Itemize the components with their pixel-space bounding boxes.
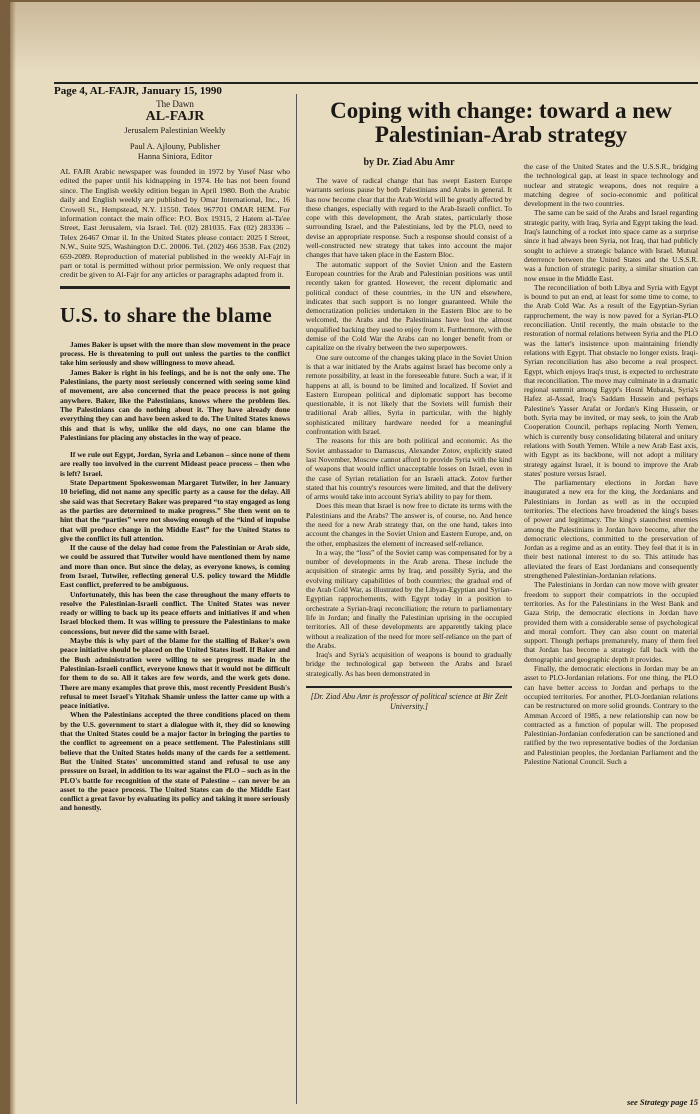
masthead-rule [60, 286, 290, 289]
editor-line: Hanna Siniora, Editor [137, 151, 213, 161]
editorial-paragraph: When the Palestinians accepted the three conditions placed on them by the U.S. government to start a dialogue with it, they did so knowing that the United States could be a major factor in bringing the parties to the conflict to agreement on a peace settlement. The Palestinians still believe that the United States holds many of the cards for a settlement. But the United States' uncommitted stand and refusal to use any pressure on Israel, in addition to its war against the PLO – such as in the PLO's battle for recognition of the state of Palestine – can never be an asset to the peace process. The United States can do the Middle East conflict a great favor by evaluating its policy and taking it more seriously and honestly. [60, 710, 290, 813]
editorial-paragraph: If the cause of the delay had come from the Palestinian or Arab side, we could be assured that Tutwiler would have mentioned them by name and more than once. But since the delay, as everyone knows, is coming from Israel, Tutwiler, reflecting general U.S. policy toward the Middle East conflict, preferred to be ambiguous. [60, 543, 290, 590]
article-paragraph: The reconciliation of both Libya and Syria with Egypt is bound to put an end, at least for some time to come, to the Arab Cold War. As a result of the Egyptian-Syrian rapprochement, the way is now paved for a Syrian-PLO reconciliation. Until recently, the main obstacle to the restoration of normal relations between Syria and the PLO was the latter's insistence upon maintaining friendly relations with Egypt. That obstacle no longer exists. Iraqi-Syrian reconciliation has also become a real prospect. Egypt, which enjoys Iraq's trust, is expected to orchestrate that reconciliation. The move may culminate in a dramatic regional summit among Egypt's Hosni Mubarak, Syria's Hafez al-Assad, Iraq's Saddam Hussein and perhaps Palestine's Yasser Arafat or Jordan's King Hussein, or both. Syria may be invited, or may seek, to join the Arab Cooperation Council, perhaps replacing North Yemen, which is currently busy consolidating bilateral and unitary relations with South Yemen. While a new Arab East axis, with Egypt as its backbone, will not adopt a military strategy against Israel, it is bound to improve the Arab states' posture versus Israel. [524, 282, 698, 478]
editorial-paragraph: Unfortunately, this has been the case throughout the many efforts to resolve the Palestinian-Israeli conflict. The United States was never ready or willing to back up its peace efforts and initiatives if and when Israel blocked them. It was willing to pressure the Palestinians to make concessions, but never did the same with Israel. [60, 589, 290, 636]
bio-rule [306, 686, 512, 688]
masthead-the-dawn: The Dawn [156, 99, 194, 109]
article-body-col2 [306, 176, 512, 678]
editorial-paragraph: State Department Spokeswoman Margaret Tutwiler, in her January 10 briefing, did not name any specific party as a cause for the delay. All she said was that Secretary Baker was prepared “to stay engaged as long as the parties are determined to make progress.” She then went on to hint that the “parties” were not showing enough of the “kind of impulse that will produce change in the Middle East” for the United States to give the conflict its full attention. [60, 478, 290, 543]
publisher-line: Paul A. Ajlouny, Publisher [129, 141, 221, 151]
masthead-name: AL-FAJR [145, 109, 205, 124]
article-headline: Coping with change: toward a new Palestinian-Arab strategy [330, 98, 672, 147]
masthead-subtitle: Jerusalem Palestinian Weekly [124, 125, 226, 135]
right-column [524, 162, 698, 1107]
header-rule [54, 82, 698, 84]
newspaper-page [10, 2, 700, 1114]
column-divider [296, 94, 297, 1104]
article-paragraph: The reasons for this are both political and economic. As the Soviet ambassador to Damascus, Alexander Zotov, explicitly stated last November, Moscow cannot afford to provide Syria with the kind of weapons that would inflict unacceptable losses on Israel, even in the case of Syrian retaliation for an Israeli attack. Zotov further stated that his country's resources were limited, and that the delivery of arms would take into account Syria's ability to pay for them. [306, 436, 512, 502]
article-paragraph: One sure outcome of the changes taking place in the Soviet Union is that a war initiated by the Arabs against Israel has become only a remote possibility, at least in the foreseeable future. Such a war, if it happens at all, is bound to be limited and localized. If Soviet and Eastern European political and diplomatic support has become questionable, it is not likely that the Soviets will furnish their traditional Arab allies, Syria in particular, with the highly sophisticated military hardware needed for a meaningful confrontation with Israel. [306, 352, 512, 437]
article-paragraph: In a way, the “loss” of the Soviet camp was compensated for by a number of developments in the Arab arena. These include the acquisition of strategic arms by Iraq, and possibly Syria, and the evolving military capabilities of both countries; the gradual end of the Arab Cold War, as illustrated by the Libyan-Egyptian and Syrian-Egyptian rapprochements, with Egypt today in a position to orchestrate a Syrian-Iraqi reconciliation; the return to parliamentary life in Jordan; and finally the Palestinian uprising in the occupied territories. All of these developments are apparently taking place without a realization of the need for more self-reliance on the part of the Arabs. [306, 547, 512, 650]
article-paragraph: The same can be said of the Arabs and Israel regarding strategic parity, with Iraq, Syria and Egypt taking the lead. Iraq's launching of a rocket into space came as a surprise since it had always been Syria, not Iraq, that had publicly sought to achieve a strategic balance with Israel. Mutual deterrence between the United States and the U.S.S.R. was a function of strategic parity, a similar situation can now ensue in the Middle East. [524, 208, 698, 283]
editorial-paragraph: If we rule out Egypt, Jordan, Syria and Lebanon – since none of them are really too involved in the current Mideast peace process – then who is left? Israel. [60, 450, 290, 478]
page-edge-shadow [10, 2, 16, 1114]
page-header: Page 4, AL-FAJR, January 15, 1990 [54, 85, 222, 97]
article-paragraph: Finally, the democratic elections in Jordan may be an asset to PLO-Jordanian relations. For one thing, the PLO can have better access to Jordan and perhaps to the occupied territories. For another, PLO-Jordanian relations can be restructured on more solid grounds. Contrary to the Amman Accord of 1985, a new relationship can now be contracted as a function of popular will. The proposed Palestinian-Jordanian confederation can be sanctioned and ratified by the two representative bodies of the Jordanian and Palestinian peoples, the Jordanian Parliament and the Palestine National Council. Such a [524, 664, 698, 766]
author-bio: [Dr. Ziad Abu Amr is professor of political science at Bir Zeit University.] [310, 692, 508, 712]
article-paragraph: The automatic support of the Soviet Union and the Eastern European countries for the Arab and Palestinian positions was until recently taken for granted. However, the recent diplomatic and political conduct of these countries, in the UN and elsewhere, indicates that such support is no longer guaranteed. While the democratization policies undertaken in the Eastern Bloc are to be welcomed, the Arabs and the Palestinians have lost the almost unqualified backing they used to enjoy from it. Furthermore, with the demise of the Cold War the Arabs can no longer benefit from or capitalize on the rivalry between the two superpowers. [306, 259, 512, 353]
publication-notice: AL FAJR Arabic newspaper was founded in 1972 by Yusef Nasr who edited the paper until his kidnapping in 1974. He has not been found since. The English weekly edition began in April 1980. Both the Arabic daily and English weekly are published by Omar International, Inc., 16 Crowell St., Hempstead, N.Y. 11550. Telex 967701 OMAR HEM. For information contact the main office: P.O. Box 19315, 2 Hatem al-Ta'ee Street, East Jerusalem, via Israel. Tel. (02) 281035. Fax (02) 283336 – Telex 26467 Omar il. In the United States please contact: 2025 I Street, N.W., Suite 925, Washington D.C. 20006. Tel. (202) 466 3538. Fax (202) 659-2089. Reproduction of material published in the weekly Al-Fajr in part or total is permitted without prior permission. We only request that credit be given to Al-Fajr for any articles or paragraphs adapted from it. [60, 167, 290, 280]
article-byline: by Dr. Ziad Abu Amr [363, 157, 455, 168]
article-paragraph: The wave of radical change that has swept Eastern Europe warrants serious pause by both Palestinians and Arabs in general. It has now become clear that the Arab World will be greatly affected by these changes, especially with regard to the Arab-Israeli conflict. To cope with this development, the Arab states, particularly those surrounding Israel, and the Palestinians, led by the PLO, need to devise an appropriate response. Such a response should consist of a well-constructed new strategy that takes into account the major changes that have taken place in the Eastern Bloc. [306, 176, 512, 260]
article-paragraph: The Palestinians in Jordan can now move with greater freedom to support their compatriots in the occupied territories. As for the Palestinians in the West Bank and Gaza Strip, the democratic elections in Jordan have provided them with a considerable sense of psychological and moral comfort. They can also count on material support. Though perhaps prematurely, many of them feel that Jordan has become a strategic fall back with the demographic and geographic depth it provides. [524, 580, 698, 664]
masthead [60, 99, 290, 135]
editorial-body [60, 340, 290, 813]
article-paragraph: The parliamentary elections in Jordan have inaugurated a new era for the king, the Jordanians and Palestinians in Jordan as well as in the occupied territories. The elections have broadened the king's bases of power and legitimacy. The king's staunchest enemies among the Palestinians in Jordan have become, after the democratic elections, committed to the preservation of Jordan as a regime and as an entity. They feel that it is in their best national interest to do so. This attitude has alleviated the fears of East Jordanians and consequently strengthened Palestinian-Jordanian relations. [524, 478, 698, 581]
editorial-title: U.S. to share the blame [60, 302, 272, 327]
staff-box [60, 141, 290, 161]
article-paragraph: Does this mean that Israel is now free to dictate its terms with the Palestinians and the Arabs? The answer is, of course, no. And hence the need for a new Arab strategy that, on the one hand, takes into account the changes in the Soviet Union and Eastern Europe, and, on the other, emphasizes the element of increased self-reliance. [306, 501, 512, 548]
left-column [60, 99, 290, 813]
continued-jump: see Strategy page 15 [626, 1097, 698, 1107]
page-top-shade [10, 2, 700, 72]
article-paragraph: Iraq's and Syria's acquisition of weapons is bound to gradually bridge the technological gap between the Arabs and Israel strategically. As has been demonstrated in [306, 650, 512, 678]
editorial-paragraph: Maybe this is why part of the blame for the stalling of Baker's own peace initiative should be placed on the United States itself. If Baker and the Bush administration were willing to see progress made in the Palestinian-Israeli conflict, everyone knows that it would not be difficult for them to do so. All it takes are few words, and the work gets done. There are many examples that prove this, most recently President Bush's refusal to meet Israel's Yitzhak Shamir unless the latter came up with a peace initiative. [60, 636, 290, 711]
editorial-paragraph: James Baker is upset with the more than slow movement in the peace process. He is threatening to pull out unless the parties to the conflict take him seriously and show willingness to move ahead. [60, 339, 290, 368]
editorial-paragraph: James Baker is right in his feelings, and he is not the only one. The Palestinians, the party most seriously concerned with seeing some kind of movement, are also concerned that the peace process is not going anywhere. Baker, like the Palestinians, knows where the problem lies. The Palestinians can do nothing about it. They have already done everything they can and have been asked to do. The United States knows this and that is why, unlike the old days, no one can blame the Palestinians for placing any obstacles in the way of peace. [60, 367, 290, 442]
article-paragraph: the case of the United States and the U.S.S.R., bridging the technological gap, at least in space technology and nuclear and strategic weapons, does not require a matching degree of socio-economic and political development in the two countries. [524, 162, 698, 209]
article-body-col3 [524, 162, 698, 1107]
